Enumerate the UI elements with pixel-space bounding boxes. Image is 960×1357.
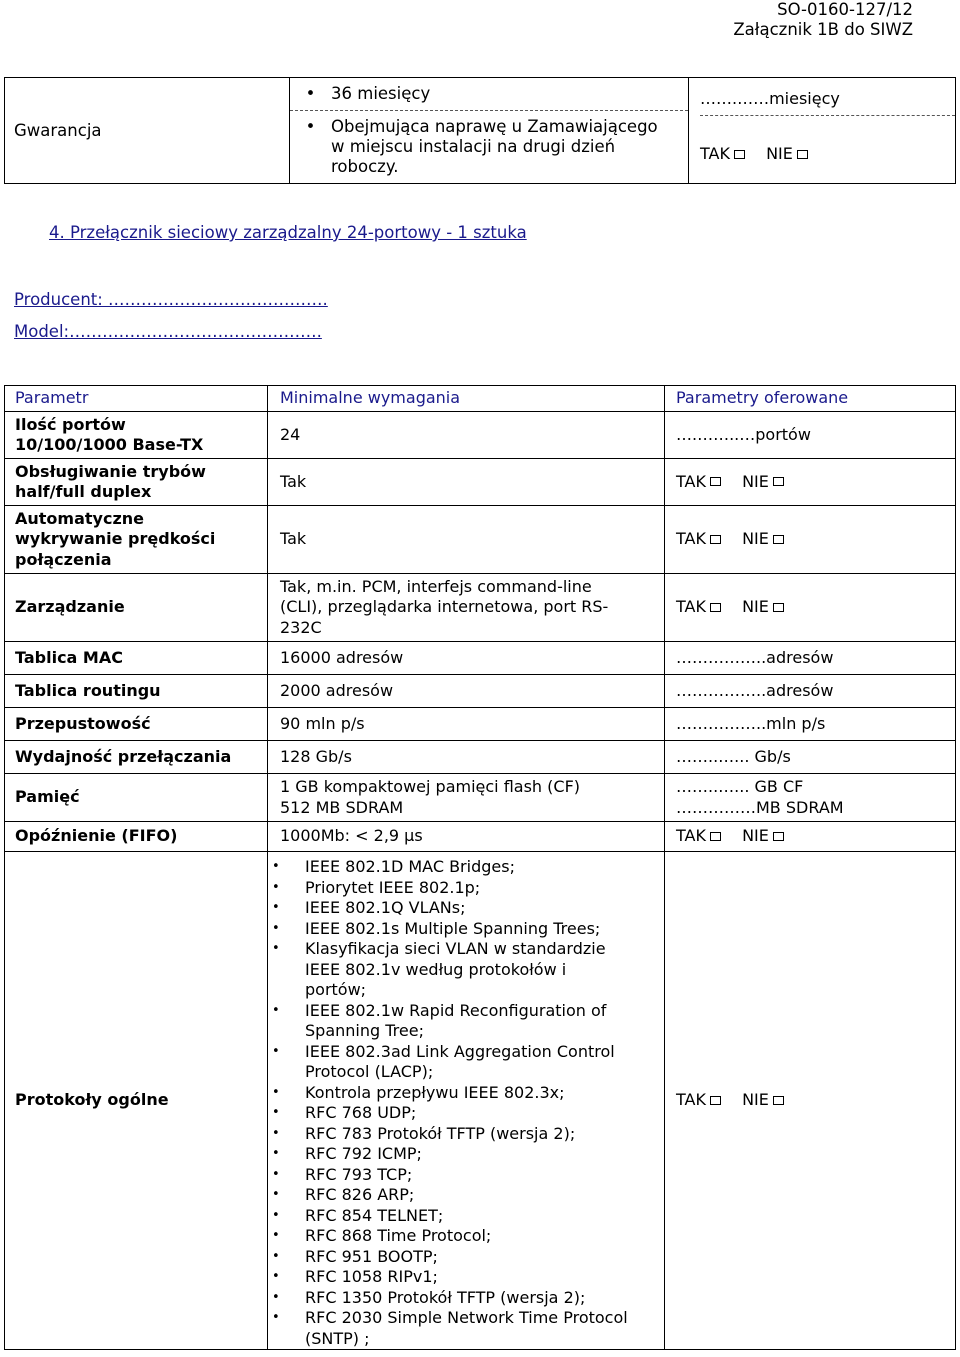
bullet-icon: • xyxy=(272,1146,280,1161)
list-item xyxy=(268,1165,664,1186)
protocol-text: RFC 792 ICMP; xyxy=(305,1144,422,1163)
checkbox-no[interactable] xyxy=(773,603,784,612)
param-label: Wydajność przełączania xyxy=(5,741,268,774)
checkbox-yes[interactable] xyxy=(710,477,721,486)
bullet-icon: • xyxy=(272,879,280,895)
checkbox-yes[interactable] xyxy=(710,603,721,612)
param-label: Pamięć xyxy=(5,774,268,822)
requirement-value: 2000 adresów xyxy=(268,675,665,708)
bullet-icon: • xyxy=(272,1289,280,1305)
list-item xyxy=(268,1247,664,1268)
column-header-minimum: Minimalne wymagania xyxy=(268,386,665,412)
column-header-offered: Parametry oferowane xyxy=(665,386,956,412)
table-row xyxy=(5,774,956,822)
bullet-icon: • xyxy=(272,941,280,956)
list-item xyxy=(268,939,664,1001)
requirement-value: 1 GB kompaktowej pamięci flash (CF) 512 MB SDRAM xyxy=(268,774,665,822)
protocol-text: RFC 1350 Protokół TFTP (wersja 2); xyxy=(305,1287,586,1307)
spec-table xyxy=(4,385,956,1350)
bullet-icon: • xyxy=(272,1125,280,1141)
protocol-text: Spanning Tree; xyxy=(305,1021,424,1040)
list-item xyxy=(268,857,664,878)
offer-yes-no: TAK NIE xyxy=(665,574,956,642)
table-header-row xyxy=(5,386,956,412)
param-label: Tablica MAC xyxy=(5,642,268,675)
param-label: Opóźnienie (FIFO) xyxy=(5,822,268,852)
guarantee-offer xyxy=(689,78,956,184)
param-label: Protokoły ogólne xyxy=(5,852,268,1350)
bullet-icon: • xyxy=(272,1248,280,1264)
table-row xyxy=(5,642,956,675)
column-header-parameter: Parametr xyxy=(5,386,268,412)
bullet-icon: • xyxy=(272,859,280,874)
list-item xyxy=(268,1083,664,1104)
protocol-text: Protocol (LACP); xyxy=(305,1062,434,1081)
bullet-icon: • xyxy=(272,1002,280,1018)
document-reference: SO-0160-127/12 xyxy=(777,0,913,19)
requirement-value: 1000Mb: < 2,9 µs xyxy=(268,822,665,852)
protocol-text: IEEE 802.1s Multiple Spanning Trees; xyxy=(305,918,601,938)
offer-field[interactable]: ……………..adresów xyxy=(665,675,956,708)
guarantee-yes-no: TAK NIE xyxy=(700,116,955,178)
list-item xyxy=(268,1124,664,1145)
bullet-icon: • xyxy=(272,1310,280,1325)
guarantee-table xyxy=(4,77,956,184)
param-label: Przepustowość xyxy=(5,708,268,741)
param-label: Automatyczne wykrywanie prędkości połączenia xyxy=(5,506,268,574)
bullet-icon: • xyxy=(272,1207,280,1223)
model-field[interactable]: Model:………………………………………. xyxy=(14,322,322,341)
list-item xyxy=(268,898,664,919)
bullet-icon: • xyxy=(272,1084,280,1100)
table-row xyxy=(5,459,956,506)
producer-field[interactable]: Producent: …………………………………. xyxy=(14,290,328,309)
offer-field[interactable]: ……………..mln p/s xyxy=(665,708,956,741)
bullet-icon: • xyxy=(272,1166,280,1182)
checkbox-yes[interactable] xyxy=(734,150,745,159)
guarantee-requirements xyxy=(290,78,689,184)
offer-yes-no: TAK NIE xyxy=(665,459,956,506)
offer-field[interactable]: ……………..adresów xyxy=(665,642,956,675)
checkbox-no[interactable] xyxy=(773,477,784,486)
protocol-text: RFC 768 UDP; xyxy=(305,1103,417,1122)
offer-field[interactable]: ……..…... Gb/s xyxy=(665,741,956,774)
table-row xyxy=(5,741,956,774)
table-row xyxy=(5,574,956,642)
list-item xyxy=(268,1042,664,1083)
table-row xyxy=(5,675,956,708)
attachment-label: Załącznik 1B do SIWZ xyxy=(733,20,913,39)
requirement-value: Tak, m.in. PCM, interfejs command-line (CLI), przeglądarka internetowa, port RS- 232C xyxy=(268,574,665,642)
guarantee-months-field[interactable]: …….……miesięcy xyxy=(700,89,840,108)
guarantee-item-months: • 36 miesięcy xyxy=(290,78,688,110)
protocol-text: RFC 951 BOOTP; xyxy=(305,1246,438,1266)
protocol-text: (SNTP) ; xyxy=(305,1328,370,1348)
bullet-icon: • xyxy=(305,117,316,136)
checkbox-no[interactable] xyxy=(773,1096,784,1105)
protocol-text: IEEE 802.1w Rapid Reconfiguration of xyxy=(305,1000,607,1020)
checkbox-yes[interactable] xyxy=(710,535,721,544)
table-row xyxy=(5,708,956,741)
table-row xyxy=(5,412,956,459)
list-item xyxy=(268,1267,664,1288)
protocols-list-cell xyxy=(268,852,665,1350)
protocol-text: Klasyfikacja sieci VLAN w standardzie xyxy=(305,939,606,958)
protocol-text: IEEE 802.3ad Link Aggregation Control xyxy=(305,1041,615,1061)
checkbox-no[interactable] xyxy=(773,832,784,841)
protocol-text: RFC 2030 Simple Network Time Protocol xyxy=(305,1308,628,1327)
offer-field[interactable]: ….……..…portów xyxy=(665,412,956,459)
protocol-text: IEEE 802.1D MAC Bridges; xyxy=(305,857,515,876)
protocol-text: Priorytet IEEE 802.1p; xyxy=(305,877,481,897)
protocol-text: Kontrola przepływu IEEE 802.3x; xyxy=(305,1082,565,1102)
requirement-value: 16000 adresów xyxy=(268,642,665,675)
list-item xyxy=(268,1185,664,1206)
list-item xyxy=(268,1103,664,1124)
guarantee-label: Gwarancja xyxy=(5,78,290,184)
protocol-text: RFC 868 Time Protocol; xyxy=(305,1226,492,1245)
list-item xyxy=(268,1288,664,1309)
offer-yes-no: TAK NIE xyxy=(665,506,956,574)
checkbox-no[interactable] xyxy=(797,150,808,159)
list-item xyxy=(268,1226,664,1247)
bullet-icon: • xyxy=(272,1187,280,1202)
checkbox-no[interactable] xyxy=(773,535,784,544)
requirement-value: 128 Gb/s xyxy=(268,741,665,774)
list-item xyxy=(268,919,664,940)
list-item xyxy=(268,1308,664,1349)
param-label: Obsługiwanie trybów half/full duplex xyxy=(5,459,268,506)
list-item xyxy=(268,1144,664,1165)
offer-yes-no: TAK NIE xyxy=(665,852,956,1350)
bullet-icon: • xyxy=(272,1228,280,1243)
protocols-list xyxy=(268,857,664,1349)
bullet-icon: • xyxy=(272,1043,280,1059)
protocol-text: RFC 1058 RIPv1; xyxy=(305,1267,438,1286)
list-item xyxy=(268,878,664,899)
bullet-icon: • xyxy=(272,900,280,915)
bullet-icon: • xyxy=(272,920,280,936)
checkbox-yes[interactable] xyxy=(710,832,721,841)
section-title: 4. Przełącznik sieciowy zarządzalny 24-portowy - 1 sztuka xyxy=(49,223,527,242)
offer-field[interactable]: ……..…... GB CF ……………MB SDRAM xyxy=(665,774,956,822)
list-item xyxy=(268,1206,664,1227)
param-label: Ilość portów 10/100/1000 Base-TX xyxy=(5,412,268,459)
table-row xyxy=(5,506,956,574)
protocol-text: IEEE 802.1v według protokołów i xyxy=(305,959,567,979)
param-label: Tablica routingu xyxy=(5,675,268,708)
requirement-value: 90 mln p/s xyxy=(268,708,665,741)
protocol-text: RFC 783 Protokół TFTP (wersja 2); xyxy=(305,1123,576,1143)
bullet-icon: • xyxy=(272,1105,280,1120)
requirement-value: Tak xyxy=(268,459,665,506)
table-row xyxy=(5,822,956,852)
protocol-text: portów; xyxy=(305,980,367,999)
list-item xyxy=(268,1001,664,1042)
offer-yes-no: TAK NIE xyxy=(665,822,956,852)
bullet-icon: • xyxy=(272,1269,280,1284)
protocol-text: RFC 826 ARP; xyxy=(305,1185,415,1204)
requirement-value: 24 xyxy=(268,412,665,459)
protocol-text: IEEE 802.1Q VLANs; xyxy=(305,898,466,917)
checkbox-yes[interactable] xyxy=(710,1096,721,1105)
document-header xyxy=(733,0,913,40)
table-row xyxy=(5,852,956,1350)
protocol-text: RFC 793 TCP; xyxy=(305,1164,413,1184)
requirement-value: Tak xyxy=(268,506,665,574)
bullet-icon: • xyxy=(305,84,316,103)
protocol-text: RFC 854 TELNET; xyxy=(305,1205,444,1225)
param-label: Zarządzanie xyxy=(5,574,268,642)
guarantee-item-repair: • Obejmująca naprawę u Zamawiającego w miejscu instalacji na drugi dzień roboczy. xyxy=(290,111,688,183)
